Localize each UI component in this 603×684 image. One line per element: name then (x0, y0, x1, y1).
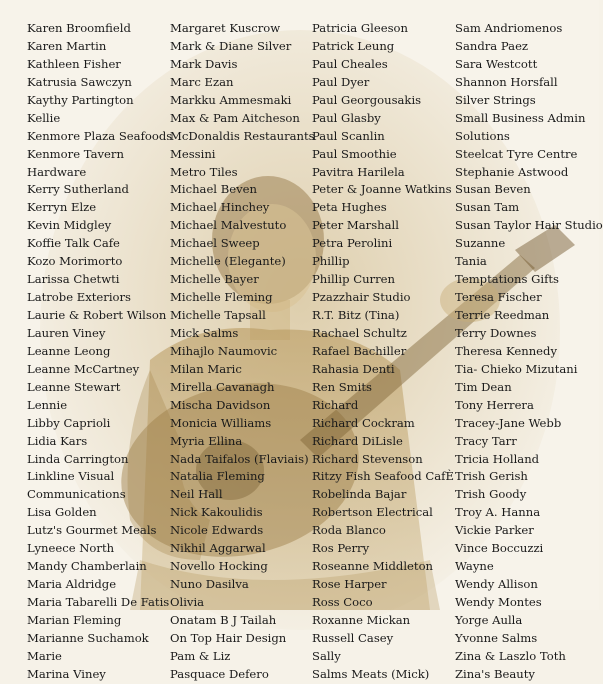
name-entry: Linda Carrington (27, 451, 129, 466)
name-entry: Karen Martin (27, 38, 107, 53)
name-entry: Pzazzhair Studio (312, 290, 411, 305)
name-entry: Susan Tam (455, 200, 520, 215)
name-entry: Linkline Visual (27, 469, 115, 484)
name-entry: Libby Caprioli (27, 415, 111, 430)
name-column-2 (170, 20, 315, 684)
name-entry: Mihajlo Naumovic (170, 343, 278, 358)
name-entry: Mandy Chamberlain (27, 559, 147, 574)
name-entry: Lutz's Gourmet Meals (27, 523, 157, 538)
name-entry: Stephanie Astwood (455, 164, 569, 179)
name-entry: Tania (455, 254, 487, 269)
name-entry: Hardware (27, 164, 87, 179)
name-entry: Katrusia Sawczyn (27, 74, 132, 89)
name-entry: Steelcat Tyre Centre (455, 146, 578, 161)
name-entry: Communications (27, 487, 126, 502)
name-entry: Max & Pam Aitcheson (170, 110, 300, 125)
name-entry: Roda Blanco (312, 523, 386, 538)
name-entry: Suzanne (455, 236, 506, 251)
name-entry: Pam & Liz (170, 648, 231, 663)
name-entry: Phillip (312, 254, 350, 269)
name-entry: Susan Beven (455, 182, 531, 197)
name-entry: Sally (312, 648, 341, 663)
name-entry: Tracy Tarr (455, 433, 517, 448)
name-entry: Lisa Golden (27, 505, 97, 520)
name-entry: Richard Cockram (312, 415, 415, 430)
name-entry: Latrobe Exteriors (27, 290, 132, 305)
name-entry: Marie (27, 648, 62, 663)
name-entry: Yorge Aulla (455, 612, 523, 627)
name-entry: Kevin Midgley (27, 218, 112, 233)
name-entry: Susan Taylor Hair Studio (455, 218, 603, 233)
name-entry: Theresa Kennedy (455, 343, 557, 358)
name-entry: Mark Davis (170, 56, 238, 71)
name-entry: Solutions (455, 128, 510, 143)
name-entry: Myria Ellina (170, 433, 243, 448)
name-entry: Michelle (Elegante) (170, 254, 286, 269)
name-entry: Marianne Suchamok (27, 630, 149, 645)
name-entry: Rahasia Denti (312, 361, 395, 376)
name-entry: Roseanne Middleton (312, 559, 434, 574)
name-entry: Kenmore Plaza Seafoods (27, 128, 173, 143)
name-entry: Leanne McCartney (27, 361, 140, 376)
name-entry: Wendy Allison (455, 577, 538, 592)
name-entry: Roxanne Mickan (312, 612, 411, 627)
name-entry: Kerry Sutherland (27, 182, 129, 197)
name-entry: Paul Georgousakis (312, 92, 422, 107)
name-entry: On Top Hair Design (170, 630, 287, 645)
name-entry: Lidia Kars (27, 433, 88, 448)
name-entry: Michael Hinchey (170, 200, 270, 215)
name-entry: Rafael Bachiller (312, 343, 407, 358)
name-entry: Kaythy Partington (27, 92, 134, 107)
name-entry: Sara Westcott (455, 56, 538, 71)
name-entry: Ren Smits (312, 379, 372, 394)
name-entry: Mark & Diane Silver (170, 38, 292, 53)
name-entry: Ritzy Fish Seafood CafÈ (312, 469, 454, 484)
name-entry: Petra Perolini (312, 236, 393, 251)
name-entry: Kathleen Fisher (27, 56, 121, 71)
name-entry: Nuno Dasilva (170, 577, 249, 592)
name-entry: Michelle Bayer (170, 272, 259, 287)
name-entry: Nada Taifalos (Flaviais) (170, 451, 309, 466)
name-entry: Olivia (170, 595, 205, 609)
name-entry: Nikhil Aggarwal (170, 541, 266, 556)
name-entry: Paul Cheales (312, 56, 388, 71)
name-entry: Trish Goody (455, 487, 527, 502)
name-entry: Metro Tiles (170, 164, 238, 179)
name-entry: Maria Tabarelli De Fatis (27, 595, 170, 609)
name-entry: Teresa Fischer (455, 290, 542, 305)
name-entry: Tricia Holland (455, 451, 540, 466)
name-entry: Marian Fleming (27, 612, 122, 627)
name-entry: Paul Scanlin (312, 128, 385, 143)
name-entry: Michael Beven (170, 182, 257, 197)
name-entry: McDonaldis Restaurants (170, 128, 315, 143)
name-entry: Onatam B J Tailah (170, 612, 277, 627)
name-entry: Troy A. Hanna (455, 505, 541, 520)
name-entry: Mischa Davidson (170, 397, 271, 412)
name-entry: Lennie (27, 397, 68, 412)
name-entry: Phillip Curren (312, 272, 395, 287)
name-entry: Small Business Admin (455, 110, 586, 125)
name-entry: Kerryn Elze (27, 200, 97, 215)
name-entry: Leanne Stewart (27, 379, 121, 394)
name-entry: R.T. Bitz (Tina) (312, 308, 400, 322)
name-entry: Tim Dean (455, 379, 512, 394)
name-entry: Lauren Viney (27, 325, 106, 340)
name-entry: Novello Hocking (170, 559, 268, 574)
name-entry: Wendy Montes (455, 595, 542, 609)
name-entry: Ross Coco (312, 595, 373, 609)
name-entry: Natalia Fleming (170, 469, 265, 484)
name-entry: Vickie Parker (455, 523, 534, 538)
name-entry: Patricia Gleeson (312, 21, 408, 35)
name-entry: Nick Kakoulidis (170, 505, 263, 520)
name-entry: Wayne (455, 559, 494, 574)
name-entry: Terry Downes (455, 325, 537, 340)
name-entry: Peter Marshall (312, 218, 399, 233)
name-entry: Mick Salms (170, 325, 239, 340)
name-entry: Margaret Kuscrow (170, 21, 281, 35)
name-column-4 (455, 20, 603, 684)
name-entry: Leanne Leong (27, 343, 111, 358)
name-entry: Terrie Reedman (455, 308, 550, 322)
name-entry: Temptations Gifts (455, 272, 559, 287)
name-entry: Tia- Chieko Mizutani (455, 361, 578, 376)
name-entry: Yvonne Salms (455, 630, 538, 645)
name-entry: Russell Casey (312, 630, 394, 645)
name-entry: Karen Broomfield (27, 21, 131, 35)
name-entry: Silver Strings (455, 92, 536, 107)
name-entry: Koffie Talk Cafe (27, 236, 120, 251)
name-entry: Richard (312, 397, 359, 412)
name-entry: Rachael Schultz (312, 325, 407, 340)
name-entry: Kenmore Tavern (27, 146, 124, 161)
name-entry: Tony Herrera (455, 397, 534, 412)
name-entry: Larissa Chetwti (27, 272, 120, 287)
name-entry: Patrick Leung (312, 38, 395, 53)
name-entry: Robelinda Bajar (312, 487, 407, 502)
name-entry: Richard Stevenson (312, 451, 423, 466)
name-entry: Salms Meats (Mick) (312, 666, 430, 681)
name-entry: Peter & Joanne Watkins (312, 182, 452, 197)
name-entry: Rose Harper (312, 577, 387, 592)
name-entry: Michelle Fleming (170, 290, 273, 305)
name-entry: Kellie (27, 110, 61, 125)
name-entry: Monicia Williams (170, 415, 272, 430)
name-entry: Tracey-Jane Webb (455, 415, 562, 430)
name-entry: Pasquace Defero (170, 666, 269, 681)
name-entry: Robertson Electrical (312, 505, 433, 520)
name-entry: Sandra Paez (455, 38, 529, 53)
name-entry: Nicole Edwards (170, 523, 264, 538)
name-entry: Trish Gerish (455, 469, 528, 484)
name-entry: Richard DiLisle (312, 433, 403, 448)
name-entry: Vince Boccuzzi (455, 541, 544, 556)
name-entry: Peta Hughes (312, 200, 387, 215)
name-entry: Michael Malvestuto (170, 218, 287, 233)
name-entry: Markku Ammesmaki (170, 92, 292, 107)
name-entry: Neil Hall (170, 487, 223, 502)
name-entry: Paul Smoothie (312, 146, 397, 161)
name-entry: Lyneece North (27, 541, 115, 556)
name-entry: Paul Dyer (312, 74, 370, 89)
name-entry: Mirella Cavanagh (170, 379, 275, 394)
name-entry: Laurie & Robert Wilson (27, 308, 167, 322)
name-entry: Milan Maric (170, 361, 242, 376)
name-entry: Sam Andriomenos (455, 21, 563, 35)
name-entry: Messini (170, 146, 216, 161)
name-entry: Marina Viney (27, 666, 106, 681)
name-entry: Maria Aldridge (27, 577, 117, 592)
name-entry: Ros Perry (312, 541, 370, 556)
name-column-3 (312, 20, 454, 684)
name-column-1 (27, 20, 172, 684)
name-entry: Kozo Morimorto (27, 254, 123, 269)
name-entry: Paul Glasby (312, 110, 381, 125)
name-entry: Pavitra Harilela (312, 164, 405, 179)
name-entry: Zina's Beauty (455, 666, 535, 681)
name-entry: Zina & Laszlo Toth (455, 648, 566, 663)
name-entry: Shannon Horsfall (455, 74, 558, 89)
name-entry: Michael Sweep (170, 236, 260, 251)
name-entry: Michelle Tapsall (170, 308, 266, 322)
name-entry: Marc Ezan (170, 74, 234, 89)
